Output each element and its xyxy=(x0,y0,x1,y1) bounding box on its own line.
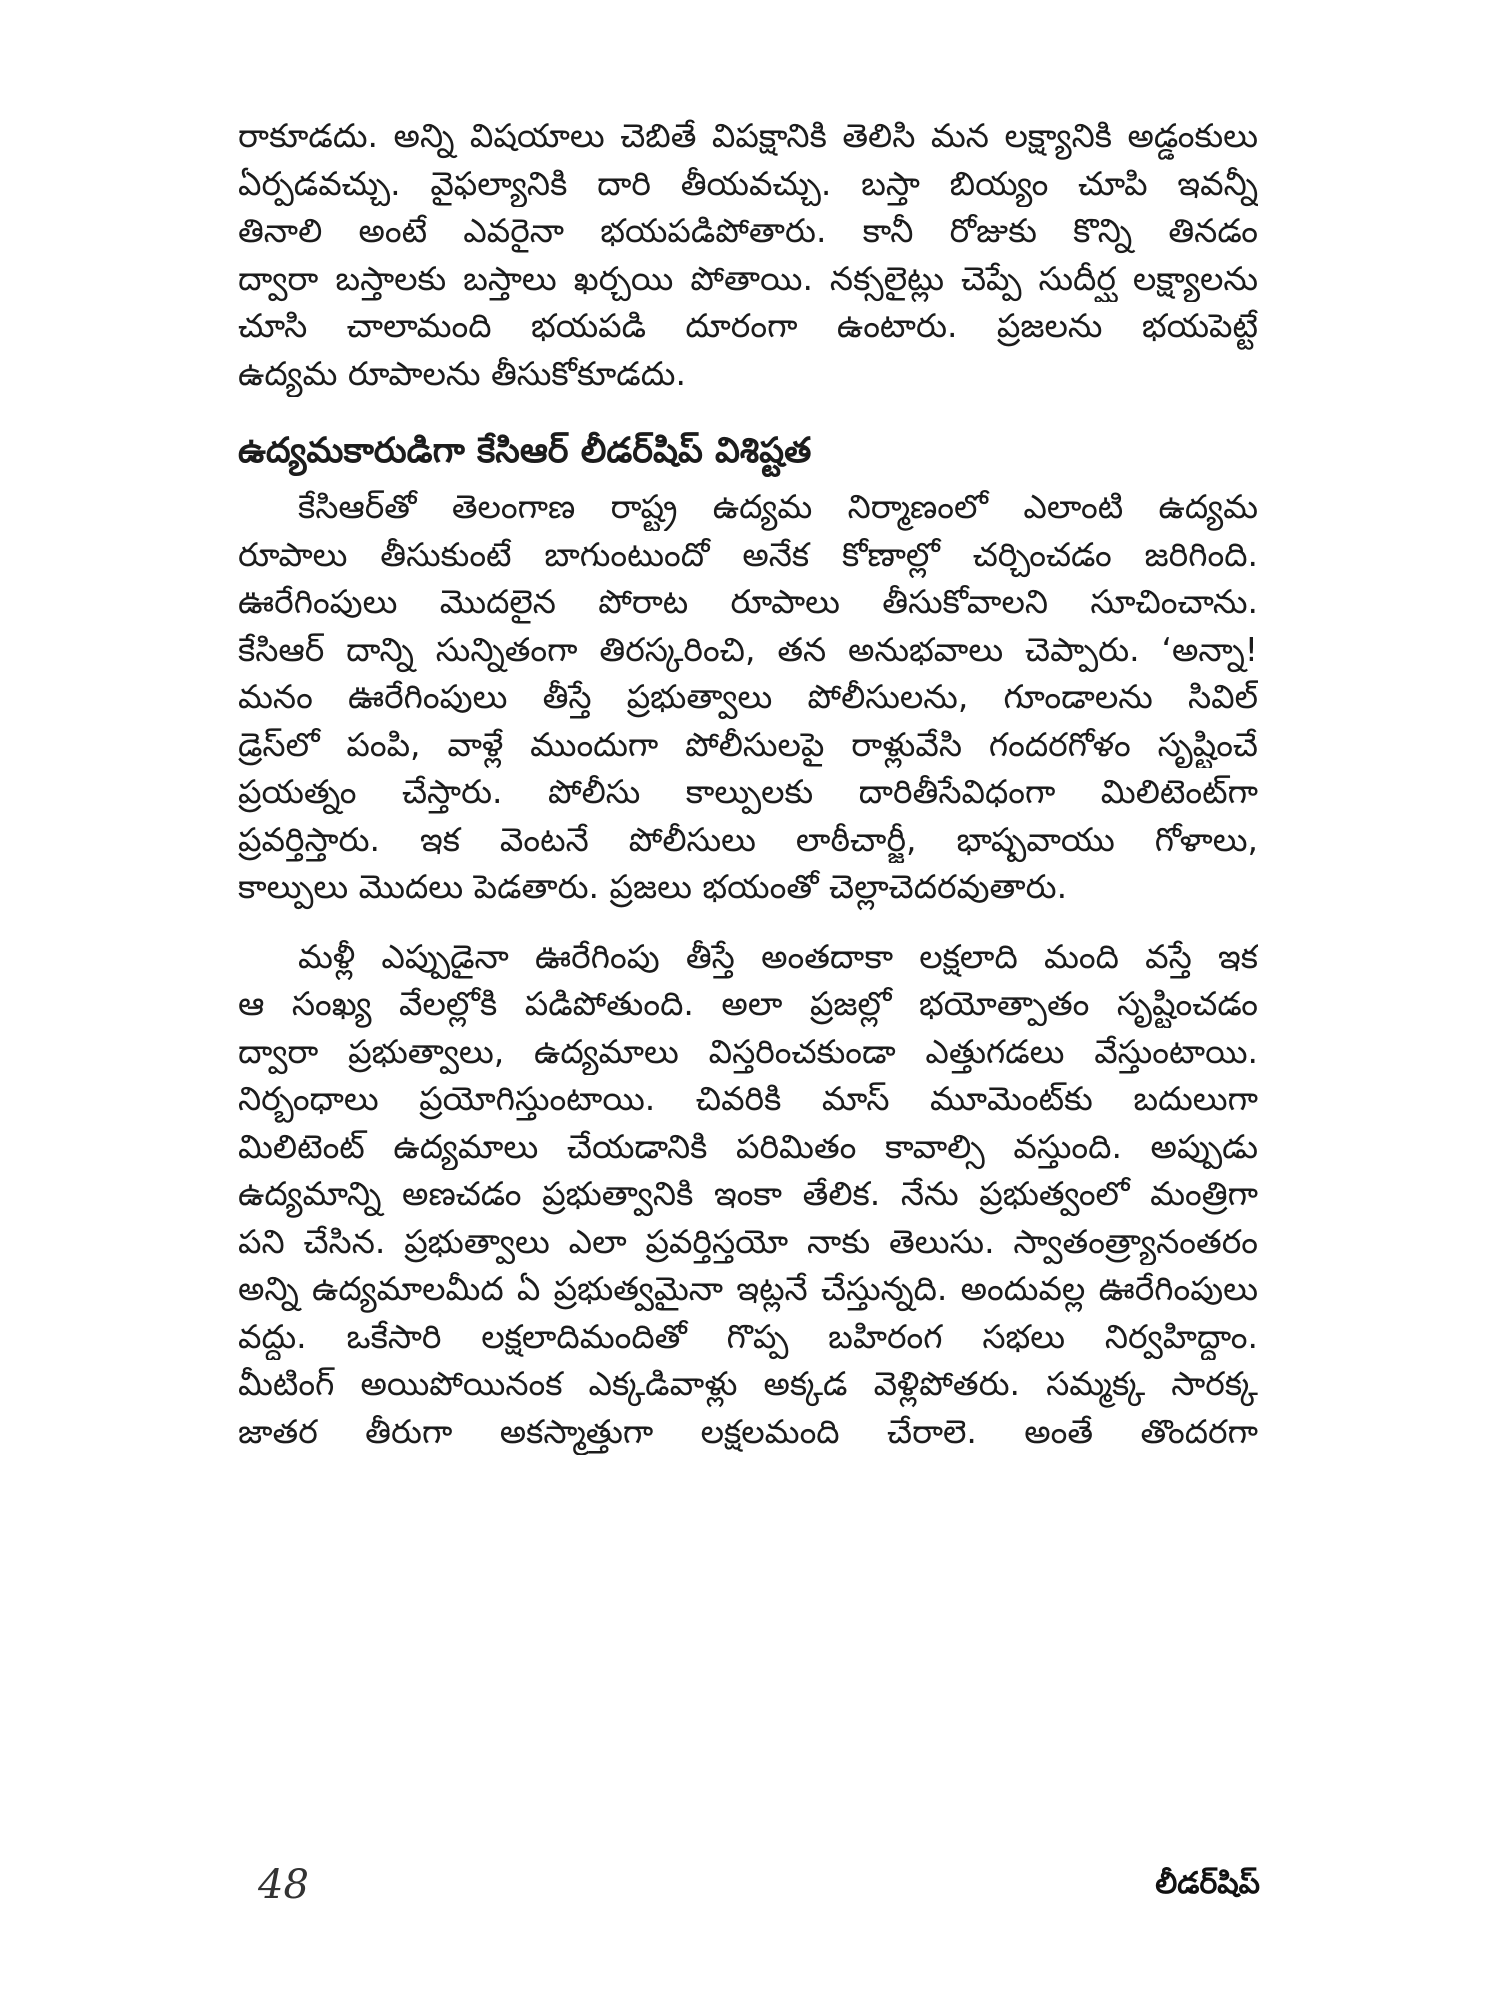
text-line: రాకూడదు. అన్ని విషయాలు చెబితే విపక్షానికి తెలిసి మన లక్ష్యానికి అడ్డంకులు xyxy=(238,116,1258,155)
text-line: మళ్లీ ఎప్పుడైనా ఊరేగింపు తీస్తే అంతదాకా లక్షలాది మంది వస్తే ఇక xyxy=(298,936,1258,976)
text-line: మిలిటెంట్ ఉద్యమాలు చేయడానికి పరిమితం కావాల్సి వస్తుంది. అప్పుడు xyxy=(238,1126,1258,1166)
paragraph-2 xyxy=(238,483,1258,911)
text-line: ప్రవర్తిస్తారు. ఇక వెంటనే పోలీసులు లాఠీచార్జీ, భాష్పవాయు గోళాలు, xyxy=(238,819,1258,859)
text-line: అన్ని ఉద్యమాలమీద ఏ ప్రభుత్వమైనా ఇట్లనే చేస్తున్నది. అందువల్ల ఊరేగింపులు xyxy=(238,1269,1258,1308)
text-line: మనం ఊరేగింపులు తీస్తే ప్రభుత్వాలు పోలీసులను, గూండాలను సివిల్ xyxy=(238,677,1258,716)
text-line: డ్రెస్‌లో పంపి, వాళ్లే ముందుగా పోలీసులపై రాళ్లువేసి గందరగోళం సృష్టించే xyxy=(238,724,1258,764)
paragraph-1 xyxy=(238,112,1258,397)
text-line: మీటింగ్ అయిపోయినంక ఎక్కడివాళ్లు అక్కడ వెళ్లిపోతరు. సమ్మక్క సారక్క xyxy=(238,1364,1258,1403)
running-title: లీడర్‌షిప్ xyxy=(1155,1866,1260,1901)
text-line: పని చేసిన. ప్రభుత్వాలు ఎలా ప్రవర్తిస్తయో నాకు తెలుసు. స్వాతంత్ర్యానంతరం xyxy=(238,1221,1258,1261)
text-line: కేసిఆర్‌తో తెలంగాణ రాష్ట్ర ఉద్యమ నిర్మాణంలో ఎలాంటి ఉద్యమ xyxy=(298,487,1258,526)
text-line: ద్వారా బస్తాలకు బస్తాలు ఖర్చయి పోతాయి. నక్సలైట్లు చెప్పే సుదీర్ఘ లక్ష్యాలను xyxy=(238,258,1258,298)
text-line: కేసిఆర్ దాన్ని సున్నితంగా తిరస్కరించి, తన అనుభవాలు చెప్పారు. ‘అన్నా! xyxy=(238,629,1258,669)
page-number: 48 xyxy=(258,1862,309,1908)
text-line: ప్రయత్నం చేస్తారు. పోలీసు కాల్పులకు దారితీసేవిధంగా మిలిటెంట్‌గా xyxy=(238,772,1258,811)
section-heading: ఉద్యమకారుడిగా కేసిఆర్ లీడర్‌షిప్ విశిష్టత xyxy=(238,431,812,471)
text-line: చూసి చాలామంది భయపడి దూరంగా ఉంటారు. ప్రజలను భయపెట్టే xyxy=(238,306,1258,345)
body-text xyxy=(238,112,1258,1455)
text-line: కాల్పులు మొదలు పెడతారు. ప్రజలు భయంతో చెల్లాచెదరవుతారు. xyxy=(238,867,1068,906)
text-line: ఊరేగింపులు మొదలైన పోరాట రూపాలు తీసుకోవాలని సూచించాను. xyxy=(238,582,1258,621)
text-line: ఏర్పడవచ్చు. వైఫల్యానికి దారి తీయవచ్చు. బస్తా బియ్యం చూపి ఇవన్నీ xyxy=(238,163,1258,203)
text-line: ఉద్యమ రూపాలను తీసుకోకూడదు. xyxy=(238,353,686,393)
text-line: ఉద్యమాన్ని అణచడం ప్రభుత్వానికి ఇంకా తేలిక. నేను ప్రభుత్వంలో మంత్రిగా xyxy=(238,1174,1258,1213)
text-line: నిర్బంధాలు ప్రయోగిస్తుంటాయి. చివరికి మాస్ మూమెంట్‌కు బదులుగా xyxy=(238,1079,1258,1118)
text-line: జాతర తీరుగా అకస్మాత్తుగా లక్షలమంది చేరాలె. అంతే తొందరగా xyxy=(238,1411,1258,1451)
text-line: రూపాలు తీసుకుంటే బాగుంటుందో అనేక కోణాల్లో చర్చించడం జరిగింది. xyxy=(238,534,1258,574)
text-line: ఆ సంఖ్య వేలల్లోకి పడిపోతుంది. అలా ప్రజల్లో భయోత్పాతం సృష్టించడం xyxy=(238,984,1258,1023)
paragraph-3 xyxy=(238,933,1258,1456)
text-line: తినాలి అంటే ఎవరైనా భయపడిపోతారు. కానీ రోజుకు కొన్ని తినడం xyxy=(238,211,1258,250)
text-line: వద్దు. ఒకేసారి లక్షలాదిమందితో గొప్ప బహిరంగ సభలు నిర్వహిద్దాం. xyxy=(238,1316,1258,1356)
text-line: ద్వారా ప్రభుత్వాలు, ఉద్యమాలు విస్తరించకుండా ఎత్తుగడలు వేస్తుంటాయి. xyxy=(238,1031,1258,1071)
